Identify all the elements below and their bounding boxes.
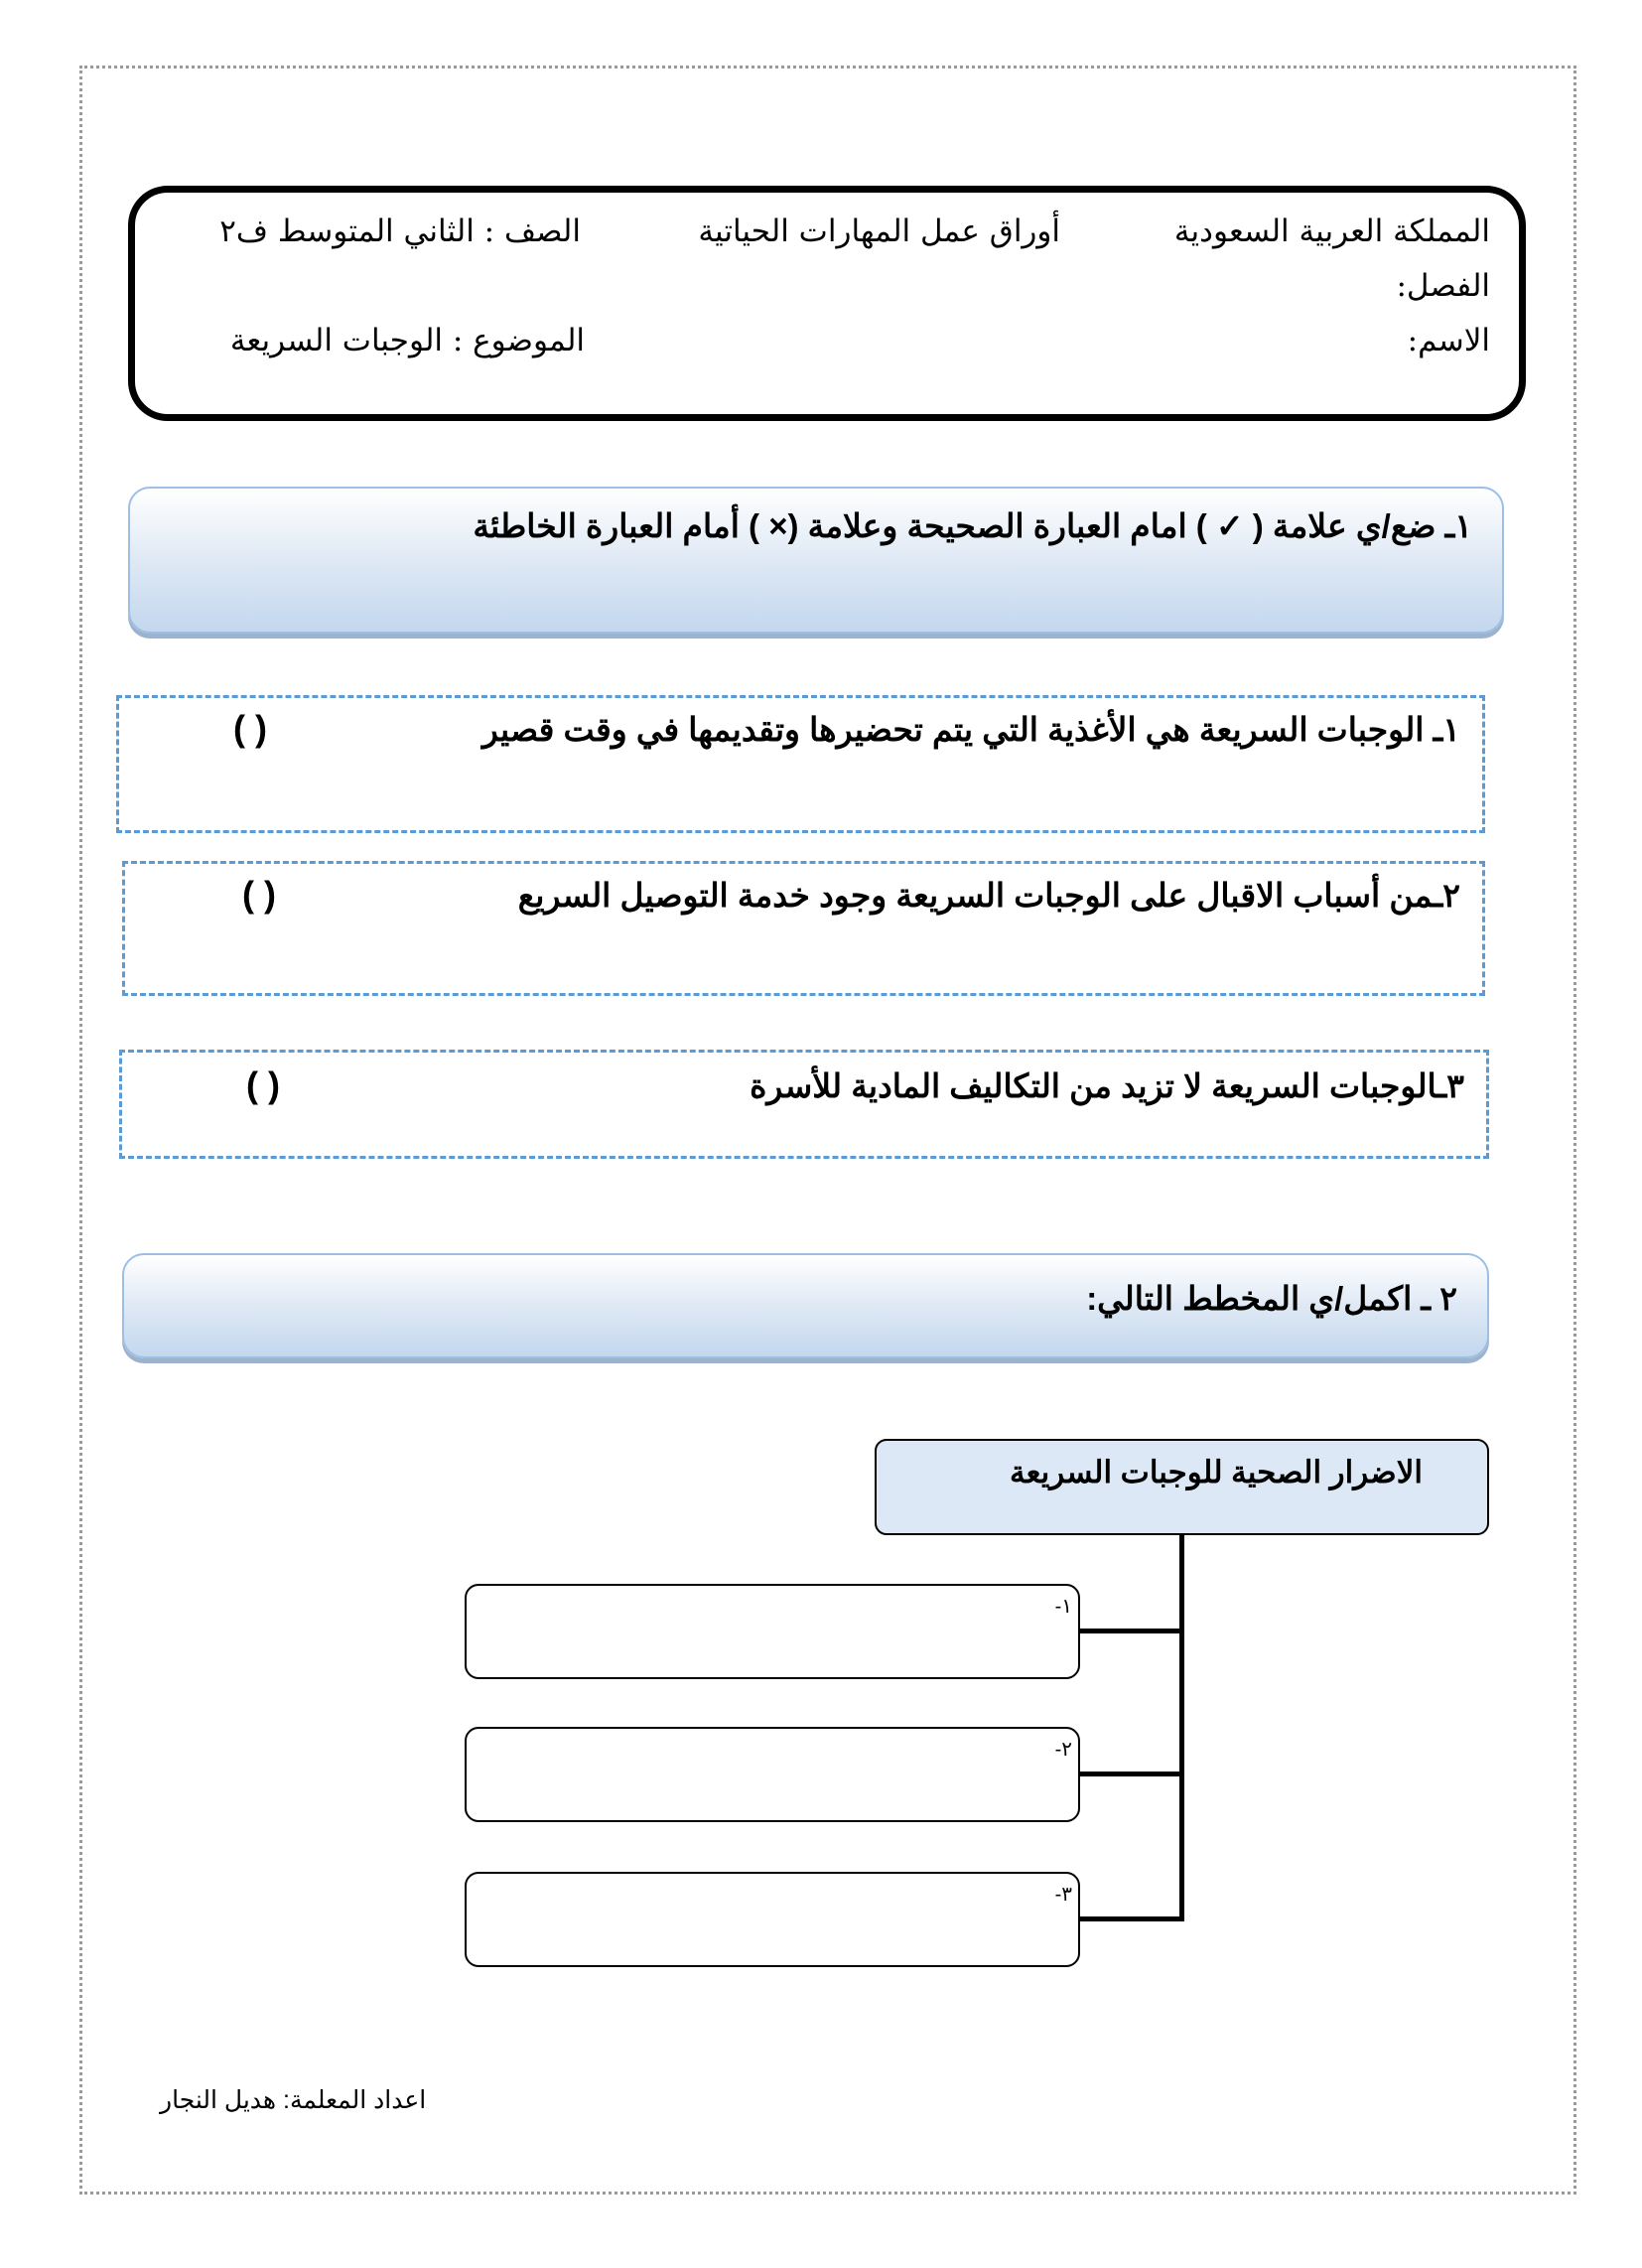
answer-box-1[interactable] xyxy=(465,1584,1080,1679)
country-label: المملكة العربية السعودية xyxy=(1173,213,1490,249)
diagram-connector-3 xyxy=(1080,1916,1184,1921)
answer-blank[interactable]: ( ) xyxy=(242,874,276,915)
name-label: الاسم: xyxy=(1407,323,1490,358)
statement-text: ٢ـمن أسباب الاقبال على الوجبات السريعة وجود خدمة التوصيل السريع xyxy=(517,877,1460,914)
worksheet-title: أوراق عمل المهارات الحياتية xyxy=(698,213,1060,249)
answer-blank[interactable]: ( ) xyxy=(246,1064,280,1105)
diagram-connector-2 xyxy=(1080,1772,1184,1776)
diagram-title-box xyxy=(875,1439,1489,1535)
section2-title: ٢ ـ اكمل/ي المخطط التالي: xyxy=(1086,1280,1457,1317)
statement-text: ٣ـالوجبات السريعة لا تزيد من التكاليف المادية للأسرة xyxy=(750,1067,1464,1104)
answer-box-3[interactable] xyxy=(465,1872,1080,1967)
statement-box-3 xyxy=(119,1050,1489,1159)
statement-text: ١ـ الوجبات السريعة هي الأغذية التي يتم تحضيرها وتقديمها في وقت قصير xyxy=(481,711,1460,748)
answer-blank[interactable]: ( ) xyxy=(233,708,267,749)
prepared-by: اعداد المعلمة: هديل النجار xyxy=(160,2086,427,2114)
section2-banner xyxy=(122,1253,1489,1358)
grade-label: الصف : الثاني المتوسط ف٢ xyxy=(219,213,581,249)
answer-box-number: ٢- xyxy=(1054,1739,1072,1761)
answer-box-2[interactable] xyxy=(465,1727,1080,1822)
class-label: الفصل: xyxy=(1396,268,1490,304)
answer-box-number: ١- xyxy=(1054,1596,1072,1618)
statement-box-1 xyxy=(116,695,1485,833)
section1-title: ١ـ ضع/ي علامة ( ✓ ) امام العبارة الصحيحة وعلامة (× ) أمام العبارة الخاطئة xyxy=(473,507,1472,544)
diagram-connector-vertical xyxy=(1179,1535,1184,1921)
answer-box-number: ٣- xyxy=(1054,1884,1072,1906)
diagram-title: الاضرار الصحية للوجبات السريعة xyxy=(1010,1455,1423,1489)
statement-box-2 xyxy=(122,861,1485,996)
diagram-connector-1 xyxy=(1080,1629,1184,1633)
topic-label: الموضوع : الوجبات السريعة xyxy=(229,323,585,358)
section1-banner xyxy=(128,487,1504,634)
